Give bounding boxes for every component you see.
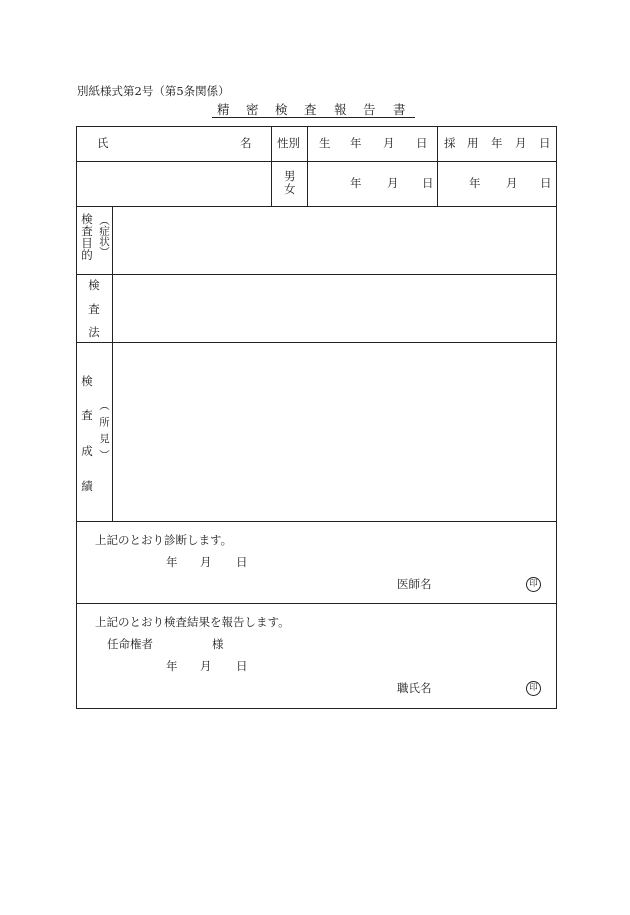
purpose-char: 査 <box>81 224 93 238</box>
purpose-char: 的 <box>81 248 93 262</box>
diagnosis-year-label: 年 <box>166 555 178 569</box>
findings-paren: （所見） <box>98 400 110 466</box>
birth-month-label: 月 <box>387 176 399 190</box>
method-char: 査 <box>88 302 100 316</box>
method-char: 法 <box>88 325 100 339</box>
col-divider <box>271 126 272 206</box>
form-title <box>212 104 415 118</box>
report-month-label: 月 <box>200 659 212 673</box>
hire-day-label: 日 <box>540 176 552 190</box>
honorific-label: 様 <box>212 637 224 651</box>
title-char: 査 <box>304 102 317 117</box>
title-underline <box>212 117 415 118</box>
results-char: 績 <box>81 479 93 493</box>
title-char: 検 <box>275 102 288 117</box>
row-divider <box>76 274 556 275</box>
row-divider <box>76 206 556 207</box>
title-char: 告 <box>363 102 376 117</box>
staff-name-label: 職氏名 <box>397 681 432 695</box>
hire-month-label: 月 <box>515 136 527 150</box>
hire-day-label: 日 <box>539 136 551 150</box>
row-divider <box>76 603 556 604</box>
birth-label: 生 <box>319 136 331 150</box>
purpose-char: 目 <box>81 236 93 250</box>
label-col-divider <box>112 206 113 521</box>
col-divider <box>437 126 438 206</box>
report-day-label: 日 <box>236 659 248 673</box>
birth-day-label: 日 <box>416 136 428 150</box>
diagnosis-day-label: 日 <box>236 555 248 569</box>
col-divider <box>307 126 308 206</box>
birth-month-label: 月 <box>383 136 395 150</box>
report-statement: 上記のとおり検査結果を報告します。 <box>95 615 290 629</box>
method-char: 検 <box>88 278 100 292</box>
purpose-char: 検 <box>81 212 93 226</box>
title-char: 書 <box>393 102 406 117</box>
name-label-right: 名 <box>240 136 252 150</box>
hire-month-label: 月 <box>506 176 518 190</box>
report-year-label: 年 <box>166 659 178 673</box>
gender-female: 女 <box>284 182 296 196</box>
hire-year-label: 年 <box>469 176 481 190</box>
results-char: 検 <box>81 374 93 388</box>
title-char: 密 <box>246 102 259 117</box>
hire-year-label: 年 <box>491 136 503 150</box>
name-label-left: 氏 <box>97 136 109 150</box>
form-reference: 別紙様式第2号（第5条関係） <box>77 84 230 98</box>
birth-day-label: 日 <box>422 176 434 190</box>
gender-label: 性別 <box>277 136 300 150</box>
purpose-paren: （症状） <box>98 215 110 257</box>
results-char: 成 <box>81 444 93 458</box>
row-divider <box>76 161 556 162</box>
hire-label-2: 用 <box>467 136 479 150</box>
seal-icon: 印 <box>526 577 541 592</box>
hire-label-1: 採 <box>444 136 456 150</box>
title-char: 報 <box>334 102 347 117</box>
title-char: 精 <box>217 102 230 117</box>
row-divider <box>76 342 556 343</box>
birth-year-label: 年 <box>350 176 362 190</box>
results-char: 査 <box>81 408 93 422</box>
seal-icon: 印 <box>526 681 541 696</box>
diagnosis-month-label: 月 <box>200 555 212 569</box>
gender-male: 男 <box>284 169 296 183</box>
appointer-label: 任命権者 <box>107 637 153 651</box>
diagnosis-statement: 上記のとおり診断します。 <box>95 533 233 547</box>
doctor-name-label: 医師名 <box>397 577 432 591</box>
row-divider <box>76 521 556 522</box>
birth-year-label: 年 <box>350 136 362 150</box>
